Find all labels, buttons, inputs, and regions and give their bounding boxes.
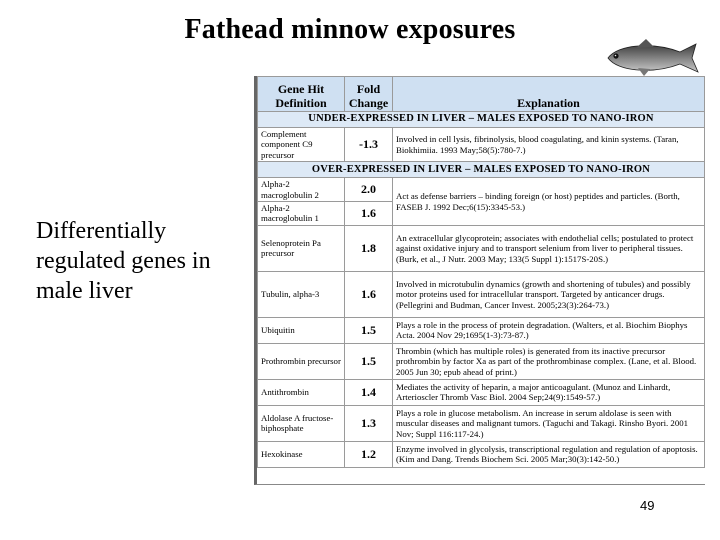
- header-explanation: Explanation: [393, 77, 705, 112]
- gene-cell: Ubiquitin: [258, 317, 345, 343]
- section-title-under: UNDER-EXPRESSED IN LIVER – MALES EXPOSED TO NANO-IRON: [258, 112, 705, 128]
- fold-cell: 1.8: [345, 225, 393, 271]
- gene-cell: Prothrombin precursor: [258, 343, 345, 379]
- fold-cell: 1.2: [345, 441, 393, 467]
- explanation-cell: Enzyme involved in glycolysis, transcriptional regulation and regulation of apoptosis. (Kim and Dang. Trends Biochem Sci. 2005 Mar;30(3):142-50.): [393, 441, 705, 467]
- gene-table-image: [254, 76, 705, 485]
- gene-cell: Complement component C9 precursor: [258, 128, 345, 162]
- table-row: [258, 317, 705, 343]
- section-row-under: [258, 112, 705, 128]
- slide-title: Fathead minnow exposures: [184, 14, 516, 45]
- fold-cell: -1.3: [345, 128, 393, 162]
- header-fold-change: Fold Change: [345, 77, 393, 112]
- slide-side-text: Differentially regulated genes in male liver: [36, 218, 211, 304]
- explanation-cell: Plays a role in the process of protein degradation. (Walters, et al. Biochim Biophys Acta. 2004 Nov 29;1695(1-3):73-87.): [393, 317, 705, 343]
- page-number: 49: [640, 498, 655, 513]
- table-header-row: [258, 77, 705, 112]
- gene-table: [257, 76, 705, 468]
- table-row: [258, 178, 705, 202]
- fold-cell: 2.0: [345, 178, 393, 202]
- gene-cell: Antithrombin: [258, 379, 345, 405]
- table-row: [258, 225, 705, 271]
- table-row: [258, 405, 705, 441]
- explanation-cell: Act as defense barriers – binding foreign (or host) peptides and particles. (Borth, FASEB J. 1992 Dec;6(15):3345-53.): [393, 178, 705, 226]
- table-row: [258, 441, 705, 467]
- explanation-cell: An extracellular glycoprotein; associates with endothelial cells; postulated to protect against oxidative injury and to transport selenium from liver to peripheral tissues. (Burk, et al., J Nutr. 2003 May; 133(5 Suppl 1):1517S-20S.): [393, 225, 705, 271]
- fold-cell: 1.5: [345, 343, 393, 379]
- section-title-over: OVER-EXPRESSED IN LIVER – MALES EXPOSED TO NANO-IRON: [258, 162, 705, 178]
- fathead-minnow-fish-icon: [596, 36, 700, 80]
- gene-cell: Alpha-2 macroglobulin 2: [258, 178, 345, 202]
- gene-cell: Aldolase A fructose-biphosphate: [258, 405, 345, 441]
- gene-cell: Alpha-2 macroglobulin 1: [258, 202, 345, 226]
- fold-cell: 1.6: [345, 271, 393, 317]
- fold-cell: 1.3: [345, 405, 393, 441]
- gene-cell: Hexokinase: [258, 441, 345, 467]
- explanation-cell: Involved in cell lysis, fibrinolysis, blood coagulating, and kinin systems. (Taran, Biokhimiia. 1993 May;58(5):780-7.): [393, 128, 705, 162]
- fold-cell: 1.6: [345, 202, 393, 226]
- explanation-cell: Mediates the activity of heparin, a major anticoagulant. (Munoz and Linhardt, Arterioscler Thromb Vasc Biol. 2004 Sep;24(9):1549-57.): [393, 379, 705, 405]
- table-row: [258, 379, 705, 405]
- fold-cell: 1.5: [345, 317, 393, 343]
- gene-cell: Tubulin, alpha-3: [258, 271, 345, 317]
- section-row-over: [258, 162, 705, 178]
- header-gene-hit-definition: Gene Hit Definition: [258, 77, 345, 112]
- explanation-cell: Thrombin (which has multiple roles) is generated from its inactive precursor prothrombin by factor Xa as part of the prothrombinase complex. (Lane, et al. Blood. 2005 Jun 30; epub ahead of print.): [393, 343, 705, 379]
- explanation-cell: Involved in microtubulin dynamics (growth and shortening of tubules) and possibly motor proteins used for intracellular transport. Targeted by anticancer drugs. (Pellegrini and Budman, Cancer Invest. 2005;23(3):264-73.): [393, 271, 705, 317]
- table-row: [258, 271, 705, 317]
- explanation-cell: Plays a role in glucose metabolism. An increase in serum aldolase is seen with muscular diseases and malignant tumors. (Taguchi and Takagi. Rinsho Byori. 2001 Nov; Suppl 116:117-24.): [393, 405, 705, 441]
- table-row: [258, 128, 705, 162]
- fold-cell: 1.4: [345, 379, 393, 405]
- table-row: [258, 343, 705, 379]
- gene-cell: Selenoprotein Pa precursor: [258, 225, 345, 271]
